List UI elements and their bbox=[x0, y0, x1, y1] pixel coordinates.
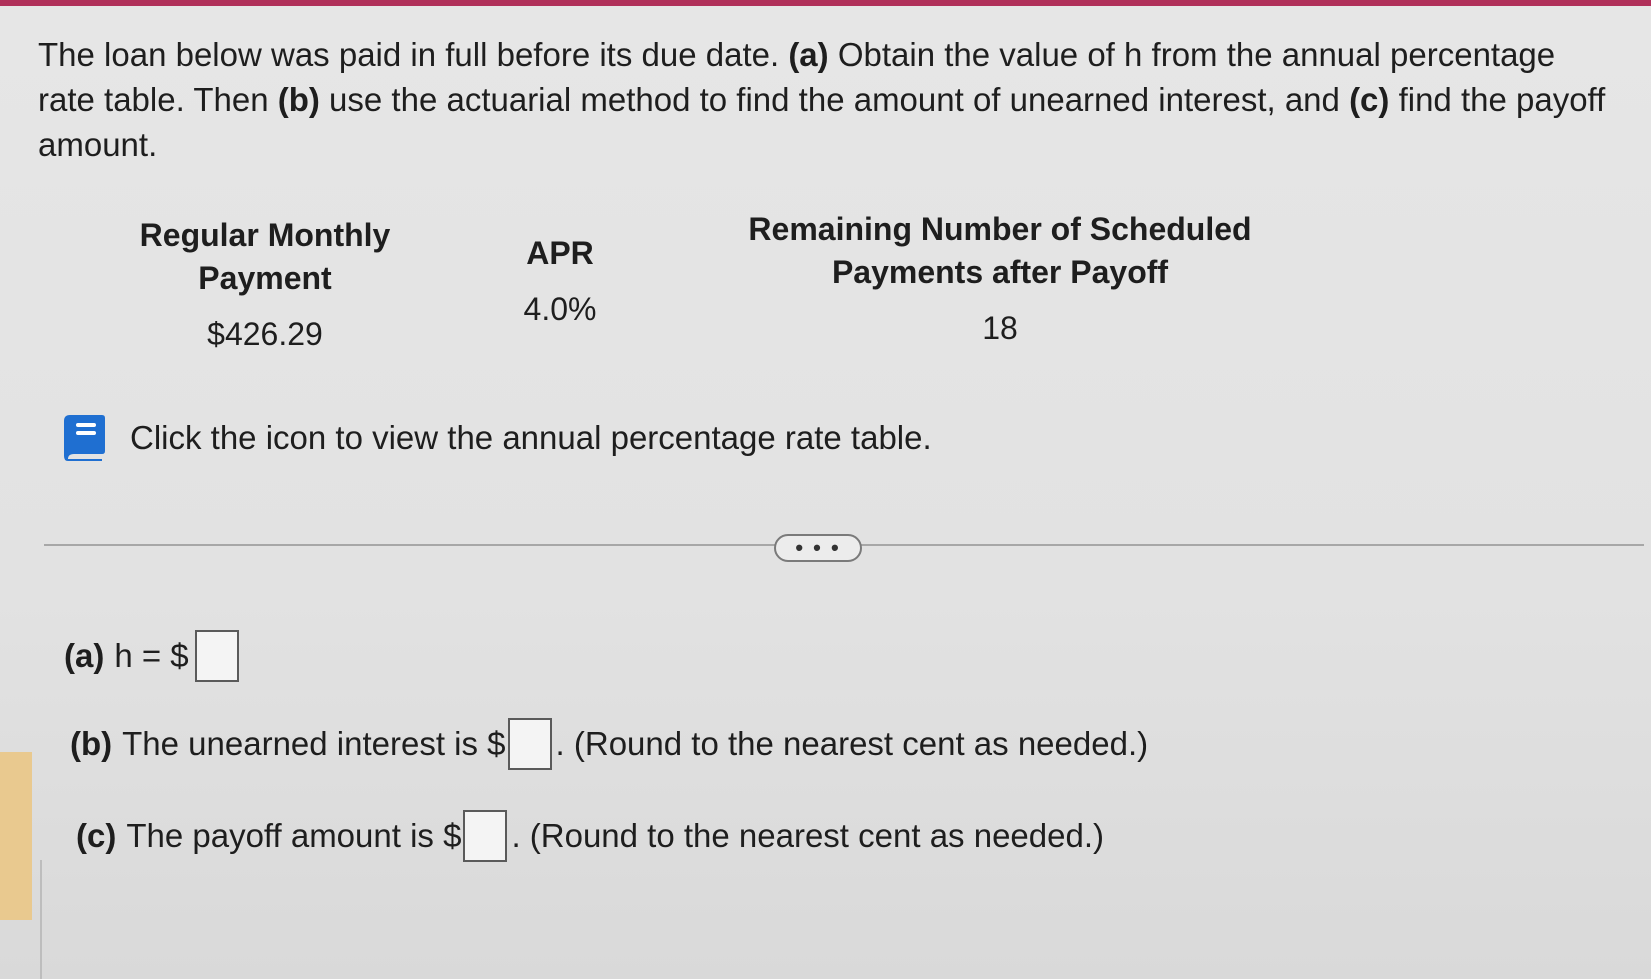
answer-a-prefix: h = $ bbox=[114, 637, 189, 674]
answer-c-prefix: The payoff amount is $ bbox=[126, 817, 462, 854]
answer-c-suffix: . (Round to the nearest cent as needed.) bbox=[511, 817, 1104, 854]
remaining-payments-column bbox=[720, 208, 1280, 348]
question-part-b-label: (b) bbox=[277, 81, 320, 118]
answer-b-input[interactable] bbox=[508, 718, 552, 770]
payment-header: Regular Monthly Payment bbox=[139, 217, 391, 296]
answer-b-suffix: . (Round to the nearest cent as needed.) bbox=[555, 725, 1149, 762]
payment-column bbox=[100, 214, 430, 354]
question-part-a-text: Obtain the value of h from the annual percentage rate table. Then bbox=[38, 36, 1556, 118]
question-part-a-label: (a) bbox=[788, 36, 829, 73]
answer-a-label: (a) bbox=[64, 637, 105, 674]
book-icon[interactable] bbox=[62, 413, 106, 463]
question-part-b-text: use the actuarial method to find the amount of unearned interest, and bbox=[329, 81, 1340, 118]
top-accent-strip bbox=[0, 0, 1651, 6]
remaining-payments-value: 18 bbox=[982, 310, 1018, 346]
question-intro: The loan below was paid in full before its due date. bbox=[38, 36, 780, 73]
apr-header: APR bbox=[526, 235, 594, 271]
answer-b-prefix: The unearned interest is $ bbox=[122, 725, 506, 762]
left-highlight-bar bbox=[0, 752, 32, 920]
apr-column bbox=[480, 232, 640, 329]
answer-c-label: (c) bbox=[76, 817, 117, 854]
left-border-line bbox=[40, 860, 42, 979]
question-text bbox=[38, 32, 1618, 167]
apr-table-link bbox=[62, 410, 932, 466]
apr-value: 4.0% bbox=[523, 291, 597, 327]
expand-more-button[interactable]: • • • bbox=[774, 534, 862, 562]
answer-row-a bbox=[64, 630, 243, 682]
question-part-c-text: find the payoff amount. bbox=[38, 81, 1606, 163]
remaining-payments-header: Remaining Number of Scheduled Payments after Payoff bbox=[748, 211, 1252, 290]
answer-row-c bbox=[76, 810, 1104, 862]
question-part-c-label: (c) bbox=[1349, 81, 1390, 118]
payment-value: $426.29 bbox=[207, 316, 323, 352]
answer-row-b bbox=[70, 718, 1148, 770]
answer-b-label: (b) bbox=[70, 725, 113, 762]
answer-a-input[interactable] bbox=[195, 630, 239, 682]
apr-table-link-text: Click the icon to view the annual percentage rate table. bbox=[130, 419, 932, 456]
answer-c-input[interactable] bbox=[463, 810, 507, 862]
